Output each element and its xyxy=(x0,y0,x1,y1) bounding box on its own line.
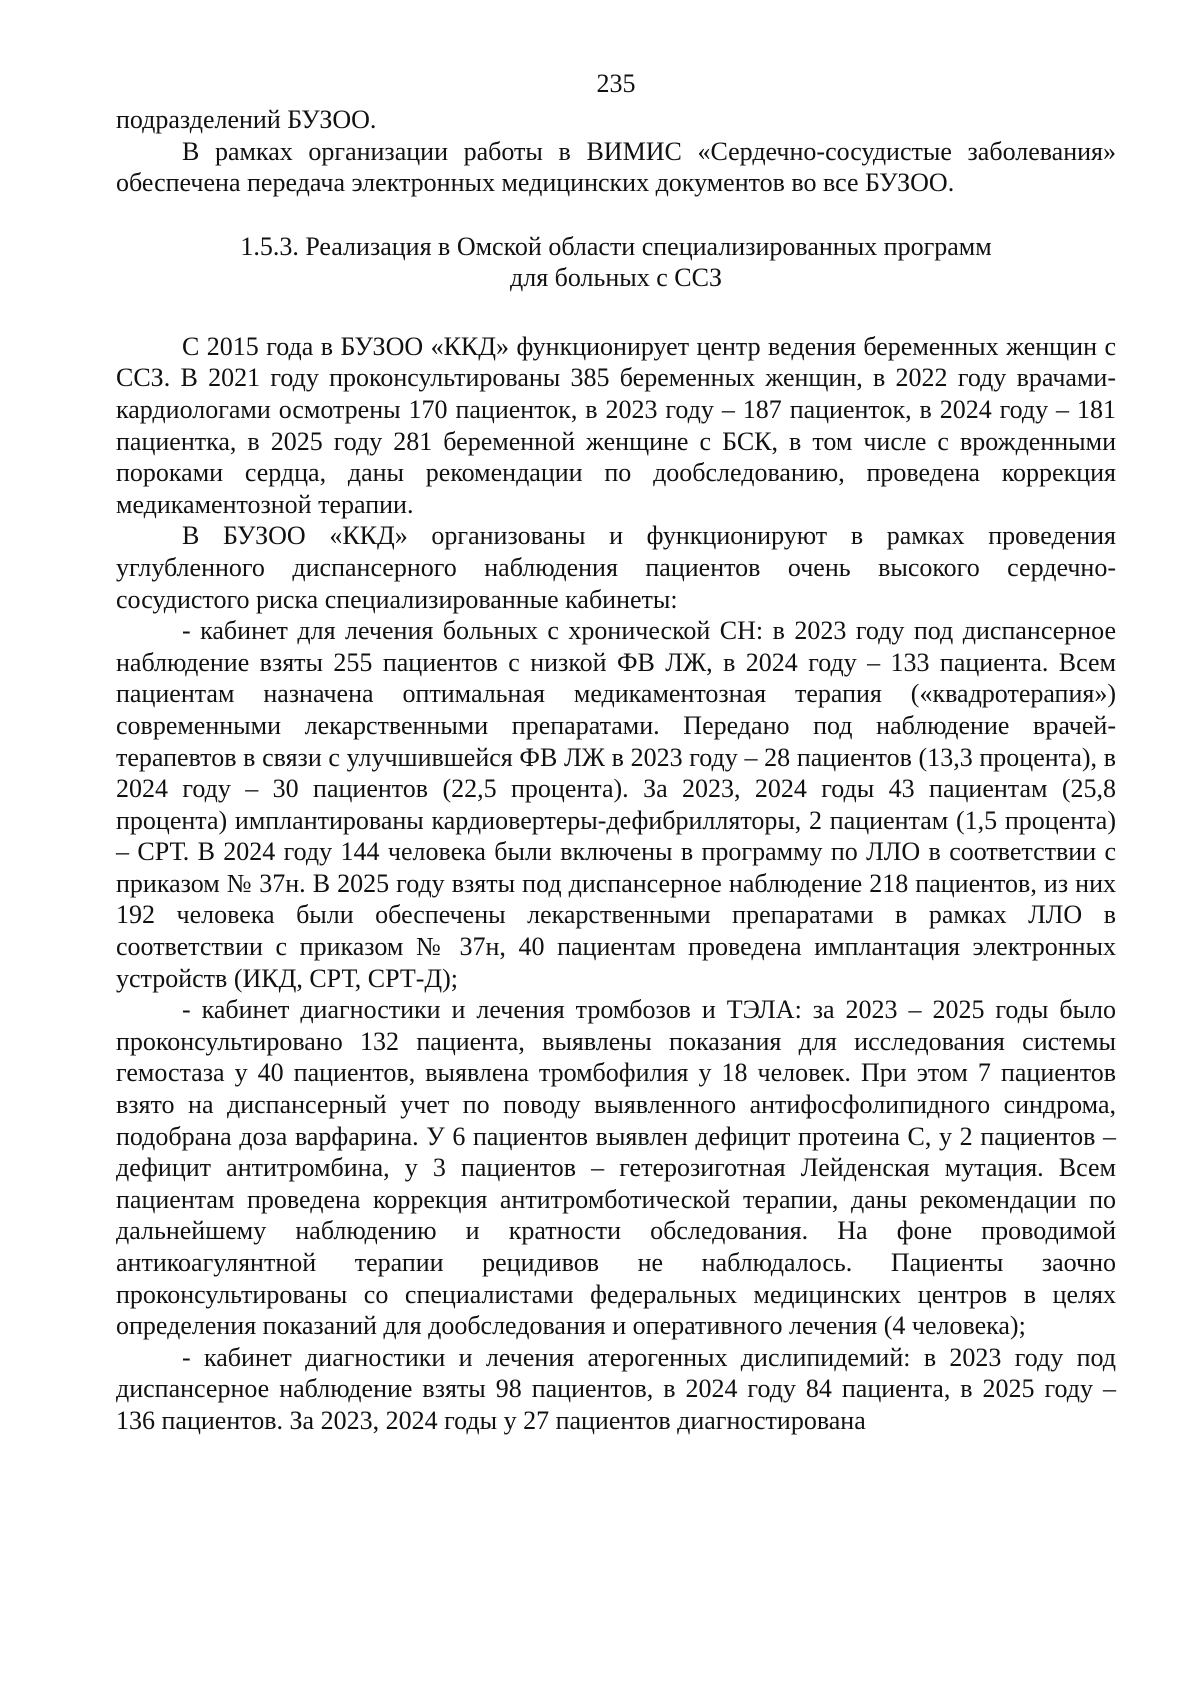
section-heading-line-2: для больных с ССЗ xyxy=(509,262,722,292)
list-item-dyslipidemia-office: - кабинет диагностики и лечения атерогенных дислипидемий: в 2023 году под диспансерное наблюдение взяты 98 пациентов, в 2024 году 84 пациента, в 2025 году – 136 пациентов. За 2023, 2024 годы у 27 пациентов диагностирована xyxy=(116,1342,1116,1435)
list-item-heart-failure-office: - кабинет для лечения больных с хронической СН: в 2023 году под диспансерное наблюдение взяты 255 пациентов с низкой ФВ ЛЖ, в 2024 году – 133 пациента. Всем пациентам назначена оптимальная медикаментозная терапия («квадротерапия») современными лекарственными препаратами. Передано под наблюдение врачей-терапевтов в связи с улучшившейся ФВ ЛЖ в 2023 году – 28 пациентов (13,3 процента), в 2024 году – 30 пациентов (22,5 процента). За 2023, 2024 годы 43 пациентам (25,8 процента) имплантированы кардиовертеры-дефибрилляторы, 2 пациентам (1,5 процента) – СРТ. В 2024 году 144 человека были включены в программу по ЛЛО в соответствии с приказом № 37н. В 2025 году взяты под диспансерное наблюдение 218 пациентов, из них 192 человека были обеспечены лекарственными препаратами в рамках ЛЛО в соответствии с приказом № 37н, 40 пациентам проведена имплантация электронных устройств (ИКД, СРТ, СРТ-Д); xyxy=(116,616,1116,993)
section-heading xyxy=(116,231,1116,293)
list-item-thrombosis-office: - кабинет диагностики и лечения тромбозов и ТЭЛА: за 2023 – 2025 годы было проконсультировано 132 пациента, выявлены показания для исследования системы гемостаза у 40 пациентов, выявлена тромбофилия у 18 человек. При этом 7 пациентов взято на диспансерный учет по поводу выявленного антифосфолипидного синдрома, подобрана доза варфарина. У 6 пациентов выявлен дефицит протеина С, у 2 пациентов – дефицит антитромбина, у 3 пациентов – гетерозиготная Лейденская мутация. Всем пациентам проведена коррекция антитромботической терапии, даны рекомендации по дальнейшему наблюдению и кратности обследования. На фоне проводимой антикоагулянтной терапии рецидивов не наблюдалось. Пациенты заочно проконсультированы со специалистами федеральных медицинских центров в целях определения показаний для дообследования и оперативного лечения (4 человека); xyxy=(116,995,1116,1341)
paragraph-pregnant-center: С 2015 года в БУЗОО «ККД» функционирует центр ведения беременных женщин с ССЗ. В 2021 году проконсультированы 385 беременных женщин, в 2022 году врачами-кардиологами осмотрены 170 пациенток, в 2023 году – 187 пациенток, в 2024 году – 181 пациентка, в 2025 году 281 беременной женщине с БСК, в том числе с врожденными пороками сердца, даны рекомендации по дообследованию, проведена коррекция медикаментозной терапии. xyxy=(116,331,1116,519)
paragraph-vimis: В рамках организации работы в ВИМИС «Сердечно-сосудистые заболевания» обеспечена передача электронных медицинских документов во все БУЗОО. xyxy=(116,136,1116,198)
paragraph-continuation: подразделений БУЗОО. xyxy=(116,105,377,134)
section-heading-line-1: 1.5.3. Реализация в Омской области специализированных программ xyxy=(240,231,992,261)
page-number: 235 xyxy=(596,69,636,98)
paragraph-specialized-offices: В БУЗОО «ККД» организованы и функционируют в рамках проведения углубленного диспансерного наблюдения пациентов очень высокого сердечно-сосудистого риска специализированные кабинеты: xyxy=(116,521,1116,614)
